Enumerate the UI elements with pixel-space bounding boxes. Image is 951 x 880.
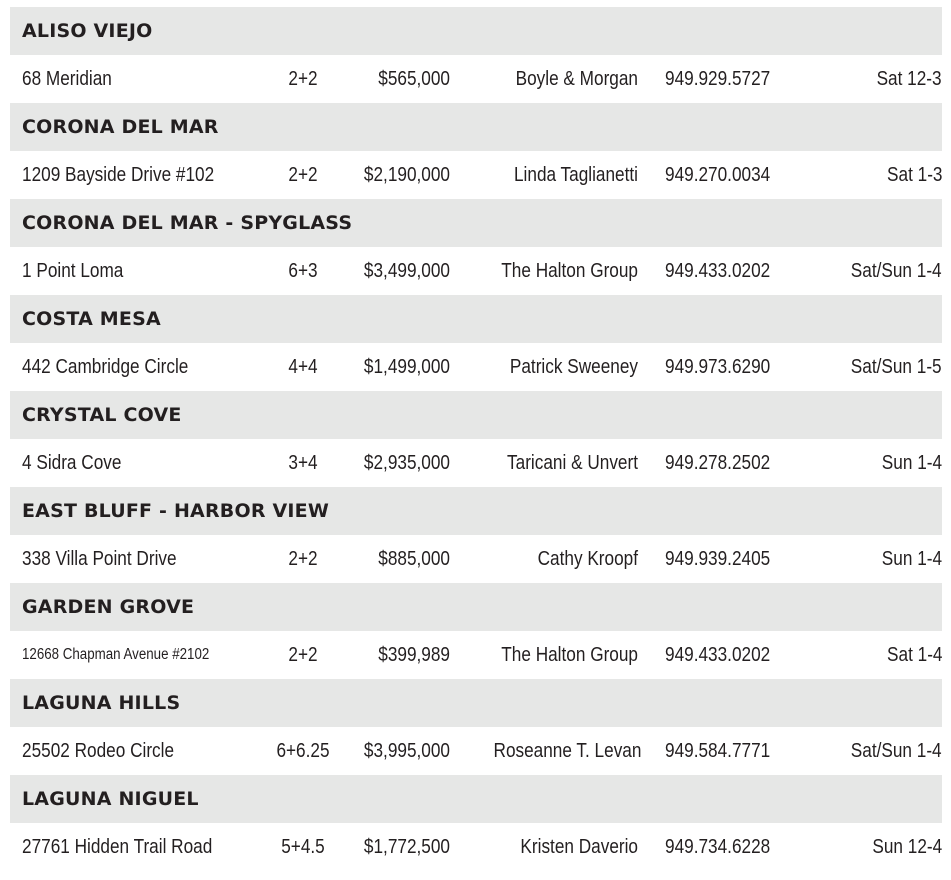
section-header: CORONA DEL MAR bbox=[10, 103, 942, 151]
listing-address: 27761 Hidden Trail Road bbox=[22, 836, 213, 858]
listing-address: 25502 Rodeo Circle bbox=[22, 740, 175, 762]
listing-open-time: Sat/Sun 1-4 bbox=[851, 260, 942, 282]
listing-row bbox=[10, 823, 942, 871]
listing-agent: Roseanne T. Levan bbox=[493, 740, 642, 762]
listing-row bbox=[10, 247, 942, 295]
listing-phone: 949.433.0202 bbox=[665, 260, 771, 282]
listing-beds-baths: 6+6.25 bbox=[276, 740, 330, 762]
section-header: ALISO VIEJO bbox=[10, 7, 942, 55]
listing-row bbox=[10, 439, 942, 487]
section-header: CORONA DEL MAR - SPYGLASS bbox=[10, 199, 942, 247]
listing-address: 68 Meridian bbox=[22, 68, 112, 90]
open-house-listings bbox=[10, 7, 942, 871]
listing-address: 442 Cambridge Circle bbox=[22, 356, 189, 378]
listing-row bbox=[10, 535, 942, 583]
listing-address: 12668 Chapman Avenue #2102 bbox=[22, 646, 210, 663]
listing-price: $1,499,000 bbox=[363, 356, 450, 378]
listing-agent: Boyle & Morgan bbox=[515, 68, 638, 90]
listing-open-time: Sat 1-3 bbox=[886, 164, 942, 186]
listing-agent: Kristen Daverio bbox=[520, 836, 638, 858]
listing-price: $1,772,500 bbox=[363, 836, 450, 858]
listing-open-time: Sat 1-4 bbox=[886, 644, 942, 666]
listing-phone: 949.278.2502 bbox=[665, 452, 771, 474]
listing-price: $885,000 bbox=[378, 548, 450, 570]
listing-agent: Patrick Sweeney bbox=[509, 356, 638, 378]
listing-row bbox=[10, 631, 942, 679]
listing-phone: 949.270.0034 bbox=[665, 164, 771, 186]
listing-price: $2,935,000 bbox=[363, 452, 450, 474]
listing-open-time: Sun 12-4 bbox=[872, 836, 942, 858]
listing-beds-baths: 2+2 bbox=[288, 644, 318, 666]
section-header: GARDEN GROVE bbox=[10, 583, 942, 631]
section-header: LAGUNA NIGUEL bbox=[10, 775, 942, 823]
listing-open-time: Sat 12-3 bbox=[876, 68, 942, 90]
listing-phone: 949.584.7771 bbox=[665, 740, 771, 762]
listing-price: $2,190,000 bbox=[363, 164, 450, 186]
listing-beds-baths: 2+2 bbox=[288, 548, 318, 570]
listing-row bbox=[10, 343, 942, 391]
listing-phone: 949.939.2405 bbox=[665, 548, 771, 570]
listing-row bbox=[10, 727, 942, 775]
listing-beds-baths: 5+4.5 bbox=[281, 836, 325, 858]
listing-agent: Cathy Kroopf bbox=[537, 548, 638, 570]
listing-row bbox=[10, 151, 942, 199]
listing-beds-baths: 3+4 bbox=[288, 452, 318, 474]
section-header: COSTA MESA bbox=[10, 295, 942, 343]
listing-price: $3,995,000 bbox=[363, 740, 450, 762]
listing-beds-baths: 2+2 bbox=[288, 68, 318, 90]
listing-open-time: Sat/Sun 1-5 bbox=[851, 356, 942, 378]
listing-agent: The Halton Group bbox=[501, 260, 638, 282]
listing-price: $565,000 bbox=[378, 68, 450, 90]
listing-beds-baths: 6+3 bbox=[288, 260, 318, 282]
listing-beds-baths: 2+2 bbox=[288, 164, 318, 186]
section-header: EAST BLUFF - HARBOR VIEW bbox=[10, 487, 942, 535]
listing-phone: 949.973.6290 bbox=[665, 356, 771, 378]
listing-open-time: Sun 1-4 bbox=[881, 548, 942, 570]
listing-row bbox=[10, 55, 942, 103]
listing-address: 338 Villa Point Drive bbox=[22, 548, 177, 570]
listing-phone: 949.433.0202 bbox=[665, 644, 771, 666]
listing-agent: Taricani & Unvert bbox=[507, 452, 638, 474]
listing-phone: 949.734.6228 bbox=[665, 836, 771, 858]
section-header: LAGUNA HILLS bbox=[10, 679, 942, 727]
listing-beds-baths: 4+4 bbox=[288, 356, 318, 378]
listing-agent: Linda Taglianetti bbox=[513, 164, 638, 186]
listing-open-time: Sat/Sun 1-4 bbox=[851, 740, 942, 762]
listing-price: $399,989 bbox=[378, 644, 450, 666]
listing-address: 4 Sidra Cove bbox=[22, 452, 122, 474]
section-header: CRYSTAL COVE bbox=[10, 391, 942, 439]
listing-address: 1209 Bayside Drive #102 bbox=[22, 164, 215, 186]
listing-open-time: Sun 1-4 bbox=[881, 452, 942, 474]
listing-phone: 949.929.5727 bbox=[665, 68, 771, 90]
listing-agent: The Halton Group bbox=[501, 644, 638, 666]
listing-price: $3,499,000 bbox=[363, 260, 450, 282]
listing-address: 1 Point Loma bbox=[22, 260, 124, 282]
